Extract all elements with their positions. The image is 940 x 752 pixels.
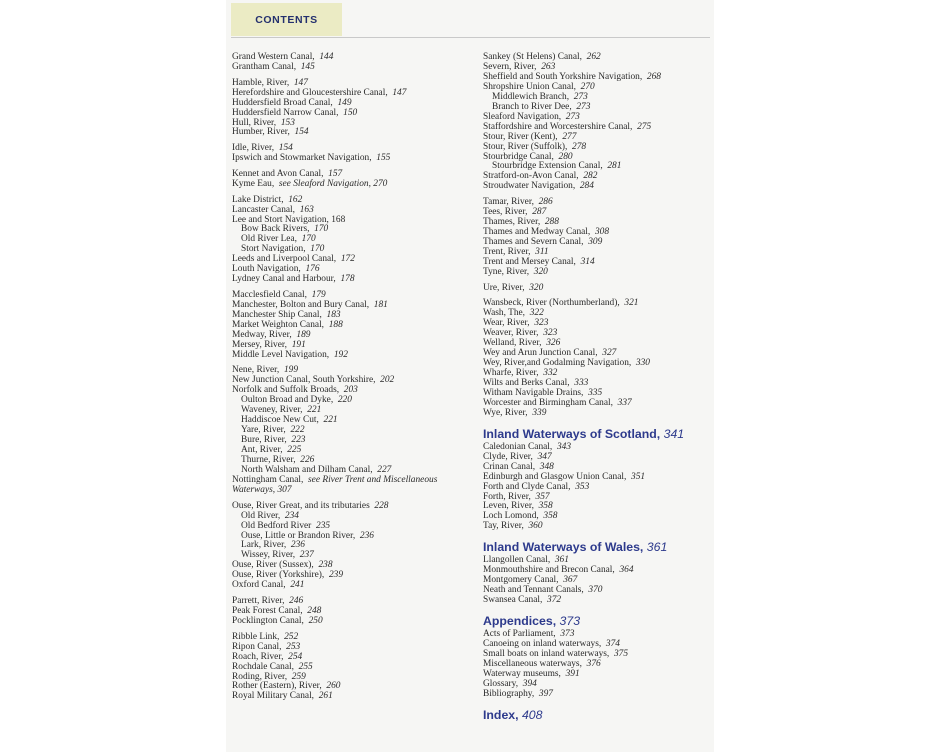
- toc-entry-page: 288: [544, 217, 559, 228]
- toc-entry-page: 370: [588, 585, 603, 596]
- toc-entry-page: 221: [323, 415, 338, 426]
- toc-entry-title: Middle Level Navigation,: [232, 349, 334, 360]
- toc-entry-title: Mersey, River,: [232, 339, 292, 350]
- toc-entry-title: Ripon Canal,: [232, 641, 287, 652]
- toc-entry-title: Grantham Canal,: [232, 61, 301, 72]
- toc-entry-title: Roding, River,: [232, 671, 292, 682]
- toc-entry[interactable]: [232, 154, 468, 164]
- toc-entry-page: 157: [328, 168, 343, 179]
- toc-entry-title: Thames, River,: [483, 217, 545, 228]
- toc-entry-title: Stroudwater Navigation,: [483, 181, 580, 192]
- toc-entry-page: 361: [554, 555, 569, 566]
- toc-entry-page: 147: [293, 77, 308, 88]
- toc-entry[interactable]: [232, 128, 468, 138]
- toc-entry-page: 246: [289, 596, 304, 607]
- toc-entry-page: 189: [296, 329, 311, 340]
- toc-entry-page: 236: [290, 540, 305, 551]
- toc-entry-page: 220: [337, 395, 352, 406]
- toc-entry-page: 163: [299, 204, 314, 215]
- toc-entry-page: 343: [556, 441, 572, 452]
- toc-entry-page: 391: [565, 668, 580, 679]
- toc-entry-page: 320: [529, 282, 544, 293]
- toc-entry-title: Neath and Tennant Canals,: [483, 585, 589, 596]
- section-heading-title: Inland Waterways of Wales,: [483, 540, 647, 555]
- toc-entry-page: 397: [538, 688, 553, 699]
- toc-entry-title: Oxford Canal,: [232, 580, 291, 591]
- toc-entry-page: 332: [543, 367, 558, 378]
- toc-entry-page: 367: [563, 575, 578, 586]
- toc-entry-title: Grand Western Canal,: [232, 52, 320, 62]
- toc-entry-page: 311: [535, 246, 549, 257]
- toc-entry-page: 347: [537, 451, 552, 462]
- toc-entry[interactable]: [232, 476, 468, 496]
- toc-entry-title: Lee and Stort Navigation,: [232, 214, 332, 225]
- toc-entry-page: 222: [290, 425, 305, 436]
- toc-entry[interactable]: [232, 692, 468, 702]
- toc-entry-page: 253: [286, 641, 301, 652]
- section-heading-title: Inland Waterways of Scotland,: [483, 426, 664, 441]
- toc-entry-title: Severn, River,: [483, 61, 542, 72]
- toc-entry-page: 192: [333, 349, 348, 360]
- toc-entry-title: Leeds and Liverpool Canal,: [232, 254, 341, 265]
- toc-entry-title: Shropshire Union Canal,: [483, 81, 581, 92]
- toc-entry-title: Roach, River,: [232, 651, 289, 662]
- toc-entry-title: Royal Military Canal,: [232, 691, 319, 702]
- toc-entry-title: Kyme Eau,: [232, 178, 279, 189]
- toc-entry-page: 178: [340, 274, 355, 285]
- toc-entry-title: Glossary,: [483, 678, 523, 689]
- toc-entry-title: Middlewich Branch,: [492, 91, 574, 102]
- toc-entry-page: 236: [359, 530, 374, 541]
- toc-entry-title: Wear, River,: [483, 318, 535, 329]
- toc-entry-page: 145: [300, 61, 315, 72]
- toc-entry[interactable]: [483, 690, 713, 700]
- toc-entry-page: 170: [301, 234, 316, 245]
- toc-entry-page: 333: [574, 377, 589, 388]
- toc-entry-page: 357: [535, 491, 550, 502]
- toc-entry-title: Oulton Broad and Dyke,: [241, 395, 338, 406]
- toc-entry-title: Trent and Mersey Canal,: [483, 256, 581, 267]
- toc-entry-page: 154: [294, 127, 309, 138]
- toc-entry-title: Bibliography,: [483, 688, 539, 699]
- toc-entry-title: Old River Lea,: [241, 234, 302, 245]
- toc-entry-title: Sankey (St Helens) Canal,: [483, 52, 587, 62]
- toc-entry-page: 263: [541, 61, 556, 72]
- toc-entry-title: Herefordshire and Gloucestershire Canal,: [232, 87, 393, 98]
- toc-entry-page: 237: [299, 550, 314, 561]
- toc-entry-title: Humber, River,: [232, 127, 295, 138]
- toc-entry-title: Old Bedford River: [241, 520, 316, 531]
- toc-entry-page: 170: [314, 224, 329, 235]
- toc-entry-page: 203: [343, 385, 358, 396]
- toc-entry-title: Tay, River,: [483, 521, 529, 532]
- toc-entry-title: Huddersfield Broad Canal,: [232, 97, 338, 108]
- section-heading-page: 341: [663, 426, 685, 441]
- toc-entry-page: 181: [373, 299, 388, 310]
- toc-entry-title: Welland, River,: [483, 338, 547, 349]
- toc-entry[interactable]: [232, 617, 468, 627]
- toc-entry-page: 373: [560, 629, 575, 640]
- toc-entry-title: Lydney Canal and Harbour,: [232, 274, 341, 285]
- toc-entry-title: Leven, River,: [483, 501, 539, 512]
- section-heading-title: Index,: [483, 707, 522, 722]
- toc-entry-title: Thames and Severn Canal,: [483, 236, 589, 247]
- toc-entry-title: Thurne, River,: [241, 455, 301, 466]
- toc-entry-page: 364: [619, 565, 634, 576]
- toc-entry-page: 172: [340, 254, 355, 265]
- toc-entry-title: Yare, River,: [241, 425, 291, 436]
- section-heading[interactable]: [483, 540, 713, 555]
- toc-entry-page: 358: [543, 511, 558, 522]
- toc-entry-page: 280: [558, 151, 573, 162]
- toc-entry-title: Nottingham Canal,: [232, 474, 309, 485]
- toc-entry-page: 255: [298, 661, 313, 672]
- toc-entry-page: 261: [318, 691, 333, 702]
- toc-entry-page: 278: [572, 141, 587, 152]
- contents-column-right: [483, 53, 713, 724]
- toc-entry-title: Sleaford Navigation,: [483, 111, 566, 122]
- toc-entry-page: 260: [326, 681, 341, 692]
- toc-entry-page: 221: [307, 405, 322, 416]
- toc-entry-title: Worcester and Birmingham Canal,: [483, 397, 618, 408]
- toc-entry-page: 308: [594, 227, 610, 237]
- toc-entry-title: Llangollen Canal,: [483, 555, 555, 566]
- toc-entry[interactable]: [483, 522, 713, 532]
- toc-entry-page: 339: [532, 407, 547, 418]
- toc-entry-page: 394: [522, 678, 537, 689]
- toc-entry-page: 320: [533, 266, 548, 277]
- toc-entry-title: Waterway museums,: [483, 668, 566, 679]
- toc-entry-title: Idle, River,: [232, 143, 279, 154]
- toc-entry-page: 374: [605, 639, 620, 650]
- toc-entry-title: Louth Navigation,: [232, 264, 306, 275]
- toc-entry-page: 153: [280, 117, 295, 128]
- toc-entry-title: Hamble, River,: [232, 77, 294, 88]
- contents-tab-label: CONTENTS: [255, 13, 318, 26]
- toc-entry-page: 335: [588, 387, 603, 398]
- toc-entry-page: 154: [278, 143, 293, 154]
- section-heading-page: 408: [521, 707, 543, 722]
- toc-entry-title: Medway, River,: [232, 329, 297, 340]
- toc-entry-page: 268: [646, 71, 661, 82]
- toc-entry-page: 353: [575, 481, 590, 492]
- toc-entry-title: Bure, River,: [241, 435, 292, 446]
- toc-entry-page: 170: [310, 244, 325, 255]
- toc-entry-page: 322: [529, 308, 544, 319]
- toc-entry-page: 239: [328, 570, 344, 581]
- toc-entry-title: Ure, River,: [483, 282, 530, 293]
- toc-entry-title: Weaver, River,: [483, 328, 544, 339]
- toc-entry-page: 147: [392, 87, 407, 98]
- toc-entry-page: 286: [538, 197, 553, 208]
- toc-entry-title: Nene, River,: [232, 365, 284, 376]
- toc-entry-title: Haddiscoe New Cut,: [241, 415, 324, 426]
- toc-entry-page: 235: [316, 520, 331, 531]
- contents-tab: [231, 3, 342, 36]
- toc-entry-title: Waveney, River,: [241, 405, 308, 416]
- section-heading-page: 361: [646, 540, 668, 555]
- toc-entry-title: Kennet and Avon Canal,: [232, 168, 329, 179]
- toc-entry-page: 248: [307, 605, 322, 616]
- toc-entry-page: 351: [631, 471, 646, 482]
- toc-entry-title: Stourbridge Canal,: [483, 151, 559, 162]
- toc-entry-title: Pocklington Canal,: [232, 615, 309, 626]
- toc-entry[interactable]: [483, 268, 713, 278]
- section-heading[interactable]: [483, 427, 713, 442]
- toc-entry-title: Parrett, River,: [232, 596, 290, 607]
- toc-entry-title: Peak Forest Canal,: [232, 605, 308, 616]
- toc-entry[interactable]: [483, 409, 713, 419]
- toc-entry[interactable]: [483, 284, 713, 294]
- toc-entry-title: Acts of Parliament,: [483, 629, 561, 640]
- toc-entry-page: 250: [308, 615, 323, 626]
- toc-entry-page: 202: [380, 375, 395, 386]
- toc-entry-page: 314: [580, 256, 595, 267]
- toc-entry-title: Macclesfield Canal,: [232, 290, 312, 300]
- toc-entry-title: Stort Navigation,: [241, 244, 311, 255]
- toc-entry-title: Stour, River (Suffolk),: [483, 141, 573, 152]
- toc-entry-title: Small boats on inland waterways,: [483, 649, 614, 659]
- toc-entry-page: 282: [583, 171, 598, 182]
- toc-entry-title: Lark, River,: [241, 540, 291, 551]
- toc-entry-title: Bow Back Rivers,: [241, 224, 315, 235]
- contents-column-left: [232, 53, 468, 702]
- toc-entry-page: 223: [291, 435, 306, 446]
- toc-entry-title: Stratford-on-Avon Canal,: [483, 171, 584, 182]
- toc-entry-title: Hull, River,: [232, 117, 281, 128]
- toc-entry[interactable]: [483, 596, 713, 606]
- toc-entry-page: 191: [291, 339, 306, 350]
- toc-entry-title: Staffordshire and Worcestershire Canal,: [483, 121, 638, 132]
- toc-entry-page: 149: [337, 97, 352, 108]
- toc-entry-title: Thames and Medway Canal,: [483, 227, 595, 237]
- toc-entry-title: Wilts and Berks Canal,: [483, 377, 575, 388]
- toc-entry-title: New Junction Canal, South Yorkshire,: [232, 375, 381, 386]
- toc-entry-page: 284: [579, 181, 594, 192]
- toc-entry-title: Market Weighton Canal,: [232, 319, 329, 330]
- toc-entry-page: 270: [580, 81, 595, 92]
- toc-entry-page: 226: [300, 455, 315, 466]
- toc-entry-page: 376: [586, 658, 601, 669]
- toc-entry-title: Lancaster Canal,: [232, 204, 300, 215]
- toc-entry-title: Swansea Canal,: [483, 595, 548, 606]
- toc-entry-page: 228: [374, 500, 389, 511]
- toc-entry[interactable]: [232, 581, 468, 591]
- toc-entry-title: Stourbridge Extension Canal,: [492, 161, 608, 172]
- toc-entry-title: Wey and Arun Junction Canal,: [483, 348, 603, 359]
- toc-entry-page: 168: [331, 214, 346, 225]
- toc-entry-page: 281: [607, 161, 622, 172]
- toc-entry-page: 309: [588, 236, 603, 247]
- toc-entry-title: Wey, River,and Godalming Navigation,: [483, 358, 636, 369]
- toc-entry-page: 227: [377, 465, 392, 475]
- toc-entry-title: Witham Navigable Drains,: [483, 387, 589, 398]
- toc-entry-page: 321: [624, 298, 639, 309]
- toc-entry-page: 179: [311, 290, 326, 300]
- toc-entry-page: 252: [284, 631, 299, 642]
- toc-entry-title: Stour, River (Kent),: [483, 131, 563, 142]
- toc-entry-page: 225: [287, 445, 302, 456]
- toc-entry[interactable]: [483, 182, 713, 192]
- toc-entry-title: Miscellaneous waterways,: [483, 658, 587, 669]
- toc-entry-page: 375: [613, 649, 629, 659]
- toc-entry-title: Manchester Ship Canal,: [232, 309, 327, 320]
- toc-entry-title: Edinburgh and Glasgow Union Canal,: [483, 471, 631, 482]
- toc-entry-title: Wansbeck, River (Northumberland),: [483, 298, 625, 309]
- toc-entry-page: 277: [562, 131, 577, 142]
- header-rule: [231, 37, 710, 38]
- toc-entry-title: Montgomery Canal,: [483, 575, 564, 586]
- toc-entry-page: 262: [586, 52, 601, 62]
- toc-entry-page: 188: [328, 319, 343, 330]
- toc-entry-page: 348: [539, 461, 554, 472]
- toc-entry-title: Monmouthshire and Brecon Canal,: [483, 565, 620, 576]
- toc-entry-page: 287: [532, 207, 547, 218]
- section-heading[interactable]: [483, 614, 713, 629]
- toc-entry[interactable]: [232, 351, 468, 361]
- toc-entry-page: 360: [528, 521, 543, 532]
- toc-entry-title: Tamar, River,: [483, 197, 539, 208]
- toc-entry-page: 162: [288, 194, 303, 205]
- toc-entry-page: see River Trent and Miscellaneous Waterways, 307: [232, 474, 438, 495]
- toc-entry-title: Canoeing on inland waterways,: [483, 639, 606, 650]
- toc-entry-title: Rother (Eastern), River,: [232, 681, 327, 692]
- toc-entry-page: 176: [305, 264, 320, 275]
- toc-entry-title: Crinan Canal,: [483, 461, 540, 472]
- toc-entry[interactable]: [232, 63, 468, 73]
- section-heading-title: Appendices,: [483, 614, 560, 629]
- toc-entry-title: Ouse, River (Yorkshire),: [232, 570, 329, 581]
- toc-entry-page: 323: [543, 328, 558, 339]
- toc-entry-page: 273: [565, 111, 580, 122]
- toc-entry-page: 275: [637, 121, 652, 132]
- toc-entry-title: Forth, River,: [483, 491, 536, 502]
- toc-entry-title: Clyde, River,: [483, 451, 538, 462]
- toc-entry[interactable]: [232, 180, 468, 190]
- toc-entry-title: Ipswich and Stowmarket Navigation,: [232, 153, 377, 164]
- toc-entry-page: 326: [546, 338, 561, 349]
- toc-entry-title: Caledonian Canal,: [483, 441, 557, 452]
- toc-entry-title: Trent, River,: [483, 246, 536, 257]
- toc-entry-title: Tyne, River,: [483, 266, 534, 277]
- section-heading-page: 373: [559, 614, 581, 629]
- toc-entry-title: Forth and Clyde Canal,: [483, 481, 576, 492]
- toc-entry-page: 358: [538, 501, 553, 512]
- toc-entry-page: 273: [573, 91, 588, 102]
- toc-entry-page: 150: [343, 107, 358, 118]
- toc-entry-title: Sheffield and South Yorkshire Navigation,: [483, 71, 647, 82]
- toc-entry-page: 234: [284, 510, 299, 521]
- toc-entry-title: Ant, River,: [241, 445, 288, 456]
- toc-entry[interactable]: [232, 275, 468, 285]
- toc-entry-title: North Walsham and Dilham Canal,: [241, 465, 378, 475]
- toc-entry-page: 241: [290, 580, 305, 591]
- toc-entry-title: Wash, The,: [483, 308, 530, 319]
- toc-entry-page: 199: [283, 365, 299, 376]
- toc-entry-page: 254: [288, 651, 303, 662]
- toc-entry-page: 238: [318, 560, 333, 571]
- section-heading[interactable]: [483, 708, 713, 723]
- toc-entry-title: Rochdale Canal,: [232, 661, 299, 672]
- toc-entry-title: Wharfe, River,: [483, 367, 544, 378]
- toc-entry-title: Huddersfield Narrow Canal,: [232, 107, 344, 118]
- toc-entry-page: 259: [291, 671, 306, 682]
- toc-entry-title: Branch to River Dee,: [492, 101, 577, 112]
- toc-entry-title: Manchester, Bolton and Bury Canal,: [232, 299, 374, 310]
- toc-entry-page: 323: [534, 318, 549, 329]
- toc-entry-title: Ribble Link,: [232, 631, 285, 642]
- toc-entry-page: 273: [576, 101, 591, 112]
- toc-entry-title: Wye, River,: [483, 407, 533, 418]
- toc-entry-page: 330: [635, 358, 650, 369]
- toc-entry-title: Ouse, River (Sussex),: [232, 560, 319, 571]
- toc-entry-page: 144: [319, 52, 334, 62]
- toc-entry-page: 183: [326, 309, 341, 320]
- toc-entry-title: Old River,: [241, 510, 285, 521]
- toc-entry-title: Lake District,: [232, 194, 289, 205]
- toc-entry-page: 155: [376, 153, 391, 164]
- toc-entry-title: Wissey, River,: [241, 550, 300, 561]
- toc-entry-page: 337: [617, 397, 632, 408]
- toc-entry-title: Ouse, River Great, and its tributaries: [232, 500, 375, 511]
- toc-entry-page: 372: [547, 595, 562, 606]
- toc-entry-page: see Sleaford Navigation, 270: [278, 178, 388, 189]
- toc-entry-title: Loch Lomond,: [483, 511, 544, 522]
- toc-entry-title: Norfolk and Suffolk Broads,: [232, 385, 344, 396]
- toc-entry-title: Tees, River,: [483, 207, 533, 218]
- toc-entry-title: Ouse, Little or Brandon River,: [241, 530, 360, 541]
- toc-entry-page: 327: [602, 348, 617, 359]
